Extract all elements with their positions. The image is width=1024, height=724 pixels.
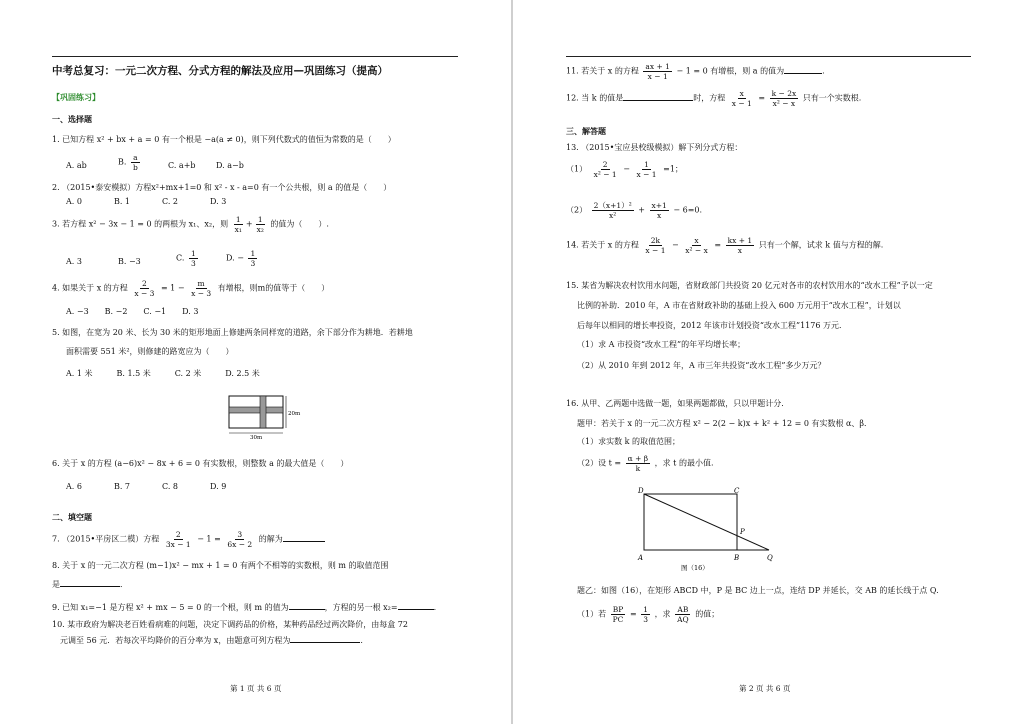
q13-part-1: （1） $\frac{2}{\text{x² − 1}}$ − $\frac{1}{x - 1}$ =1； xyxy=(566,160,683,179)
q9-m-blank[interactable] xyxy=(289,601,325,610)
q1-option-c: C. a+b xyxy=(168,161,196,170)
q1-option-a: A. ab xyxy=(66,161,87,170)
question-6: 6. 关于 x 的方程 (a−6)x² − 8x + 6 = 0 有实数根，则整数 a 的最大值是（ ） xyxy=(52,459,349,468)
header-rule xyxy=(566,56,971,57)
q13-part-2: （2） $\frac{\text{2（x+1）²}}{\text{x²}}$ + $\frac{x+1}{x}$ − 6=0. xyxy=(566,201,703,220)
q10-answer-blank[interactable] xyxy=(290,634,360,643)
label-b: B xyxy=(734,554,740,562)
question-2: 2. （2015•泰安模拟）方程x²+mx+1=0 和 x² - x - a=0 有一个公共根，则 a 的值是（ ） xyxy=(52,183,392,192)
q9-x2-blank[interactable] xyxy=(398,601,434,610)
question-16: 16. 从甲、乙两题中选做一题，如果两题都做，只以甲题计分． xyxy=(566,399,790,408)
section-heading-choice: 一、选择题 xyxy=(52,114,92,124)
page-1 xyxy=(0,0,511,724)
q12-answer-blank[interactable] xyxy=(623,92,693,101)
question-8-line-1: 8. 关于 x 的一元二次方程 (m−1)x² − mx + 1 = 0 有两个不相等的实数根，则 m 的取值范围 xyxy=(52,561,389,570)
question-4: 4. 如果关于 x 的方程 $\frac{2}{x - 3}$ = 1 − $\frac{m}{x - 3}$ 有增根，则m的值等于（ ） xyxy=(52,279,330,298)
question-9: 9. 已知 x₁=−1 是方程 x² + mx − 5 = 0 的一个根，则 m 的值为 ，方程的另一根 x₂= . xyxy=(52,603,437,612)
question-15-line-3: 后每年以相同的增长率投资，2012 年该市计划投资“改水工程”1176 万元． xyxy=(577,321,847,330)
q1-option-b: B. $\frac{a}{b}$ xyxy=(118,153,138,172)
label-q: Q xyxy=(767,554,773,562)
header-rule xyxy=(52,56,458,57)
q16a-part-1: （1）求实数 k 的取值范围； xyxy=(577,437,681,446)
q1-option-d: D. a−b xyxy=(216,161,244,170)
q16a-part-2: （2）设 t = $\frac{\alpha + \beta}{k}$ ，求 t 的最小值. xyxy=(577,454,714,473)
section-heading-solve: 三、解答题 xyxy=(566,126,606,136)
line-dq xyxy=(644,494,769,550)
horizontal-road xyxy=(229,407,283,413)
label-p: P xyxy=(740,528,745,536)
q5-options: A. 1 米 B. 1.5 米 C. 2 米 D. 2.5 米 xyxy=(66,369,260,378)
question-13: 13. （2015•宝应县校级模拟）解下列分式方程： xyxy=(566,143,743,152)
q16-problem-a: 题甲：若关于 x 的一元二次方程 x² − 2(2 − k)x + k² + 12 = 0 有实数根 α、β． xyxy=(577,419,873,428)
q3-option-b: B. −3 xyxy=(118,257,141,266)
page-title: 中考总复习：一元二次方程、分式方程的解法及应用—巩固练习（提高） xyxy=(52,65,388,77)
page-2 xyxy=(513,0,1024,724)
q4-options: A. −3 B. −2 C. −1 D. 3 xyxy=(66,307,199,316)
q16-problem-b: 题乙：如图（16），在矩形 ABCD 中，P 是 BC 边上一点，连结 DP 并延长，交 AB 的延长线于点 Q. xyxy=(577,586,939,595)
vertical-road xyxy=(260,396,266,428)
q7-answer-blank[interactable] xyxy=(283,533,325,542)
label-a: A xyxy=(638,554,644,562)
q8-answer-blank[interactable] xyxy=(60,578,120,587)
question-8-line-2: 是 ． xyxy=(52,580,128,589)
rectangle-abcd xyxy=(644,494,737,550)
height-label: 20m xyxy=(288,411,301,417)
page-1-footer: 第 1 页 共 6 页 xyxy=(230,684,282,693)
q3-option-c: C. $\frac{1}{3}$ xyxy=(176,249,196,268)
width-label: 30m xyxy=(250,435,263,441)
question-11: 11. 若关于 x 的方程 $\frac{ax + 1}{x - 1}$ − 1 = 0 有增根，则 a 的值为 . xyxy=(566,62,825,81)
q15-part-1: （1）求 A 市投资“改水工程”的年平均增长率； xyxy=(577,340,746,349)
section-tag: 【巩固练习】 xyxy=(52,92,100,102)
q3-option-a: A. 3 xyxy=(66,257,82,266)
question-10-line-1: 10. 某市政府为解决老百姓看病难的问题，决定下调药品的价格，某种药品经过两次降价，由每盒 72 xyxy=(52,620,408,629)
question-12: 12. 当 k 的值是 时，方程 $\frac{x}{x - 1}$ = $\frac{k - 2x}{\text{x² − x}}$ 只有一个实数根. xyxy=(566,89,862,108)
q15-part-2: （2）从 2010 年到 2012 年，A 市三年共投资“改水工程”多少万元？ xyxy=(577,361,826,370)
q11-answer-blank[interactable] xyxy=(784,65,822,74)
question-15-line-1: 15. 某省为解决农村饮用水问题，省财政部门共投资 20 亿元对各市的农村饮用水的“改水工程”予以一定 xyxy=(566,281,933,290)
question-3: 3. 若方程 x² − 3x − 1 = 0 的两根为 x₁、x₂，则 $\frac{1}{\text{x₁}}$ + $\frac{1}{\text{x₂}}$ 的值为（ ）. xyxy=(52,215,329,234)
question-15-line-2: 比例的补助．2010 年，A 市在省财政补助的基础上投入 600 万元用于“改水工程”，计划以 xyxy=(577,301,901,310)
rectangle-abcd-figure xyxy=(635,486,785,572)
question-5-line-2: 面积需要 551 米²，则修建的路宽应为（ ） xyxy=(66,347,234,356)
q6-options: A. 6 B. 7 C. 8 D. 9 xyxy=(66,482,227,491)
q16b-part-1: （1）若 $\frac{BP}{PC}$ = $\frac{1}{3}$ ，求 $\frac{AB}{AQ}$ 的值； xyxy=(577,605,720,624)
section-heading-fill: 二、填空题 xyxy=(52,512,92,522)
figure-caption: 图（16） xyxy=(681,564,709,572)
q3-option-d: D. − $\frac{1}{3}$ xyxy=(226,249,256,268)
label-c: C xyxy=(734,487,740,495)
question-1: 1. 已知方程 x² + bx + a = 0 有一个根是 −a(a ≠ 0)，则下列代数式的值恒为常数的是（ ） xyxy=(52,135,396,144)
question-10-line-2: 元调至 56 元．若每次平均降价的百分率为 x，由题意可列方程为 . xyxy=(60,636,363,645)
question-7: 7. （2015•平房区二模）方程 $\frac{2}{3x - 1}$ − 1 = $\frac{3}{6x - 2}$ 的解为 xyxy=(52,530,325,549)
q2-options: A. 0 B. 1 C. 2 D. 3 xyxy=(66,197,227,206)
question-5-line-1: 5. 如图，在宽为 20 米、长为 30 米的矩形地面上修建两条同样宽的道路，余下部分作为耕地．若耕地 xyxy=(52,328,413,337)
q5-road-figure xyxy=(226,392,306,442)
question-14: 14. 若关于 x 的方程 $\frac{2k}{x - 1}$ − $\frac{x}{\text{x² − x}}$ = $\frac{kx + 1}{x}$ 只有一个解，试求 k 值与方程的解. xyxy=(566,236,884,255)
label-d: D xyxy=(638,487,644,495)
page-2-footer: 第 2 页 共 6 页 xyxy=(739,684,791,693)
